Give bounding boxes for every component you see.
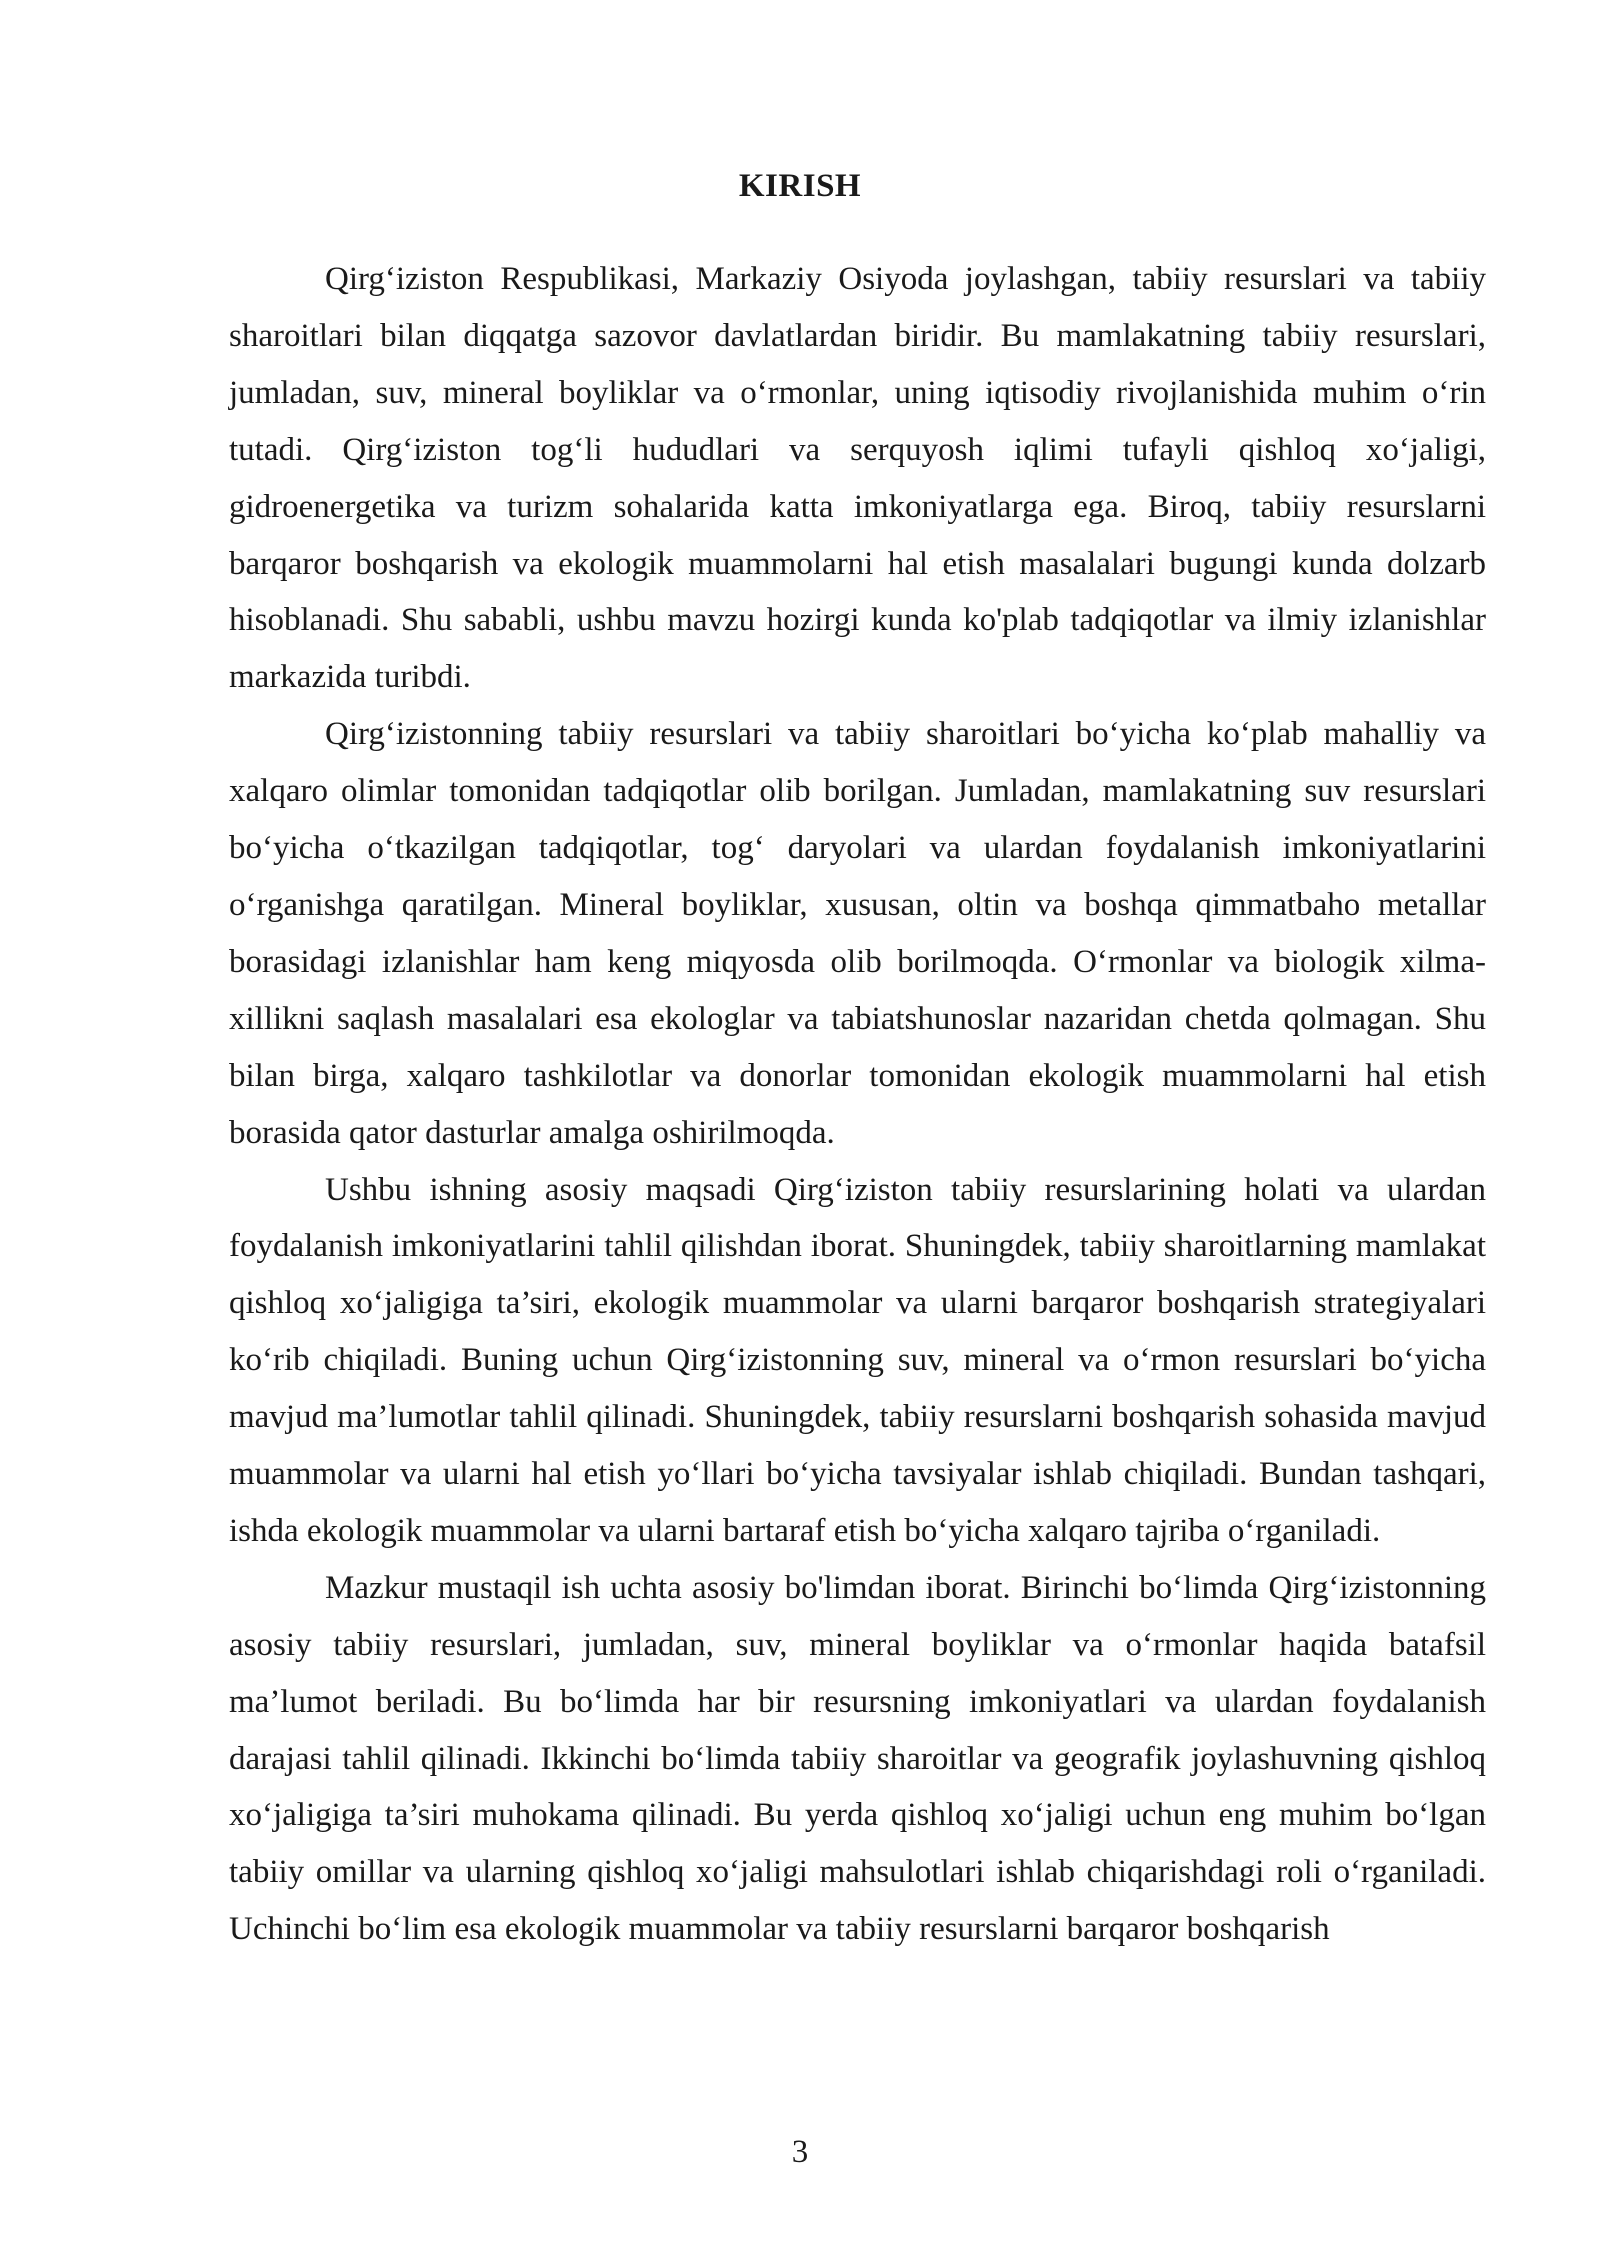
- body-text: [229, 251, 1486, 1958]
- section-title: KIRISH: [738, 168, 862, 204]
- paragraph-structure: Mazkur mustaqil ish uchta asosiy bo'limdan iborat. Birinchi bo‘limda Qirg‘izistonning asosiy tabiiy resurslari, jumladan, suv, mineral boyliklar va o‘rmonlar haqida batafsil ma’lumot beriladi. Bu bo‘limda har bir resursning imkoniyatlari va ulardan foydalanish darajasi tahlil qilinadi. Ikkinchi bo‘limda tabiiy sharoitlar va geografik joylashuvning qishloq xo‘jaligiga ta’siri muhokama qilinadi. Bu yerda qishloq xo‘jaligi uchun eng muhim bo‘lgan tabiiy omillar va ularning qishloq xo‘jaligi mahsulotlari ishlab chiqarishdagi roli o‘rganiladi. Uchinchi bo‘lim esa ekologik muammolar va tabiiy resurslarni barqaror boshqarish: [229, 1569, 1486, 1948]
- paragraph-research-review: Qirg‘izistonning tabiiy resurslari va tabiiy sharoitlari bo‘yicha ko‘plab mahalliy va xalqaro olimlar tomonidan tadqiqotlar olib borilgan. Jumladan, mamlakatning suv resurslari bo‘yicha o‘tkazilgan tadqiqotlar, tog‘ daryolari va ulardan foydalanish imkoniyatlarini o‘rganishga qaratilgan. Mineral boyliklar, xususan, oltin va boshqa qimmatbaho metallar borasidagi izlanishlar ham keng miqyosda olib borilmoqda. O‘rmonlar va biologik xilma-xillikni saqlash masalalari esa ekologlar va tabiatshunoslar nazaridan chetda qolmagan. Shu bilan birga, xalqaro tashkilotlar va donorlar tomonidan ekologik muammolarni hal etish borasida qator dasturlar amalga oshirilmoqda.: [229, 716, 1486, 1151]
- page-number: 3: [791, 2134, 809, 2170]
- paragraph-aim: Ushbu ishning asosiy maqsadi Qirg‘iziston tabiiy resurslarining holati va ulardan foydalanish imkoniyatlarini tahlil qilishdan iborat. Shuningdek, tabiiy sharoitlarning mamlakat qishloq xo‘jaligiga ta’siri, ekologik muammolar va ularni barqaror boshqarish strategiyalari ko‘rib chiqiladi. Buning uchun Qirg‘izistonning suv, mineral va o‘rmon resurslari bo‘yicha mavjud ma’lumotlar tahlil qilinadi. Shuningdek, tabiiy resurslarni boshqarish sohasida mavjud muammolar va ularni hal etish yo‘llari bo‘yicha tavsiyalar ishlab chiqiladi. Bundan tashqari, ishda ekologik muammolar va ularni bartaraf etish bo‘yicha xalqaro tajriba o‘rganiladi.: [229, 1171, 1486, 1549]
- paragraph-intro: Qirg‘iziston Respublikasi, Markaziy Osiyoda joylashgan, tabiiy resurslari va tabiiy sharoitlari bilan diqqatga sazovor davlatlardan biridir. Bu mamlakatning tabiiy resurslari, jumladan, suv, mineral boyliklar va o‘rmonlar, uning iqtisodiy rivojlanishida muhim o‘rin tutadi. Qirg‘iziston tog‘li hududlari va serquyosh iqlimi tufayli qishloq xo‘jaligi, gidroenergetika va turizm sohalarida katta imkoniyatlarga ega. Biroq, tabiiy resurslarni barqaror boshqarish va ekologik muammolarni hal etish masalalari bugungi kunda dolzarb hisoblanadi. Shu sababli, ushbu mavzu hozirgi kunda ko'plab tadqiqotlar va ilmiy izlanishlar markazida turibdi.: [229, 261, 1486, 696]
